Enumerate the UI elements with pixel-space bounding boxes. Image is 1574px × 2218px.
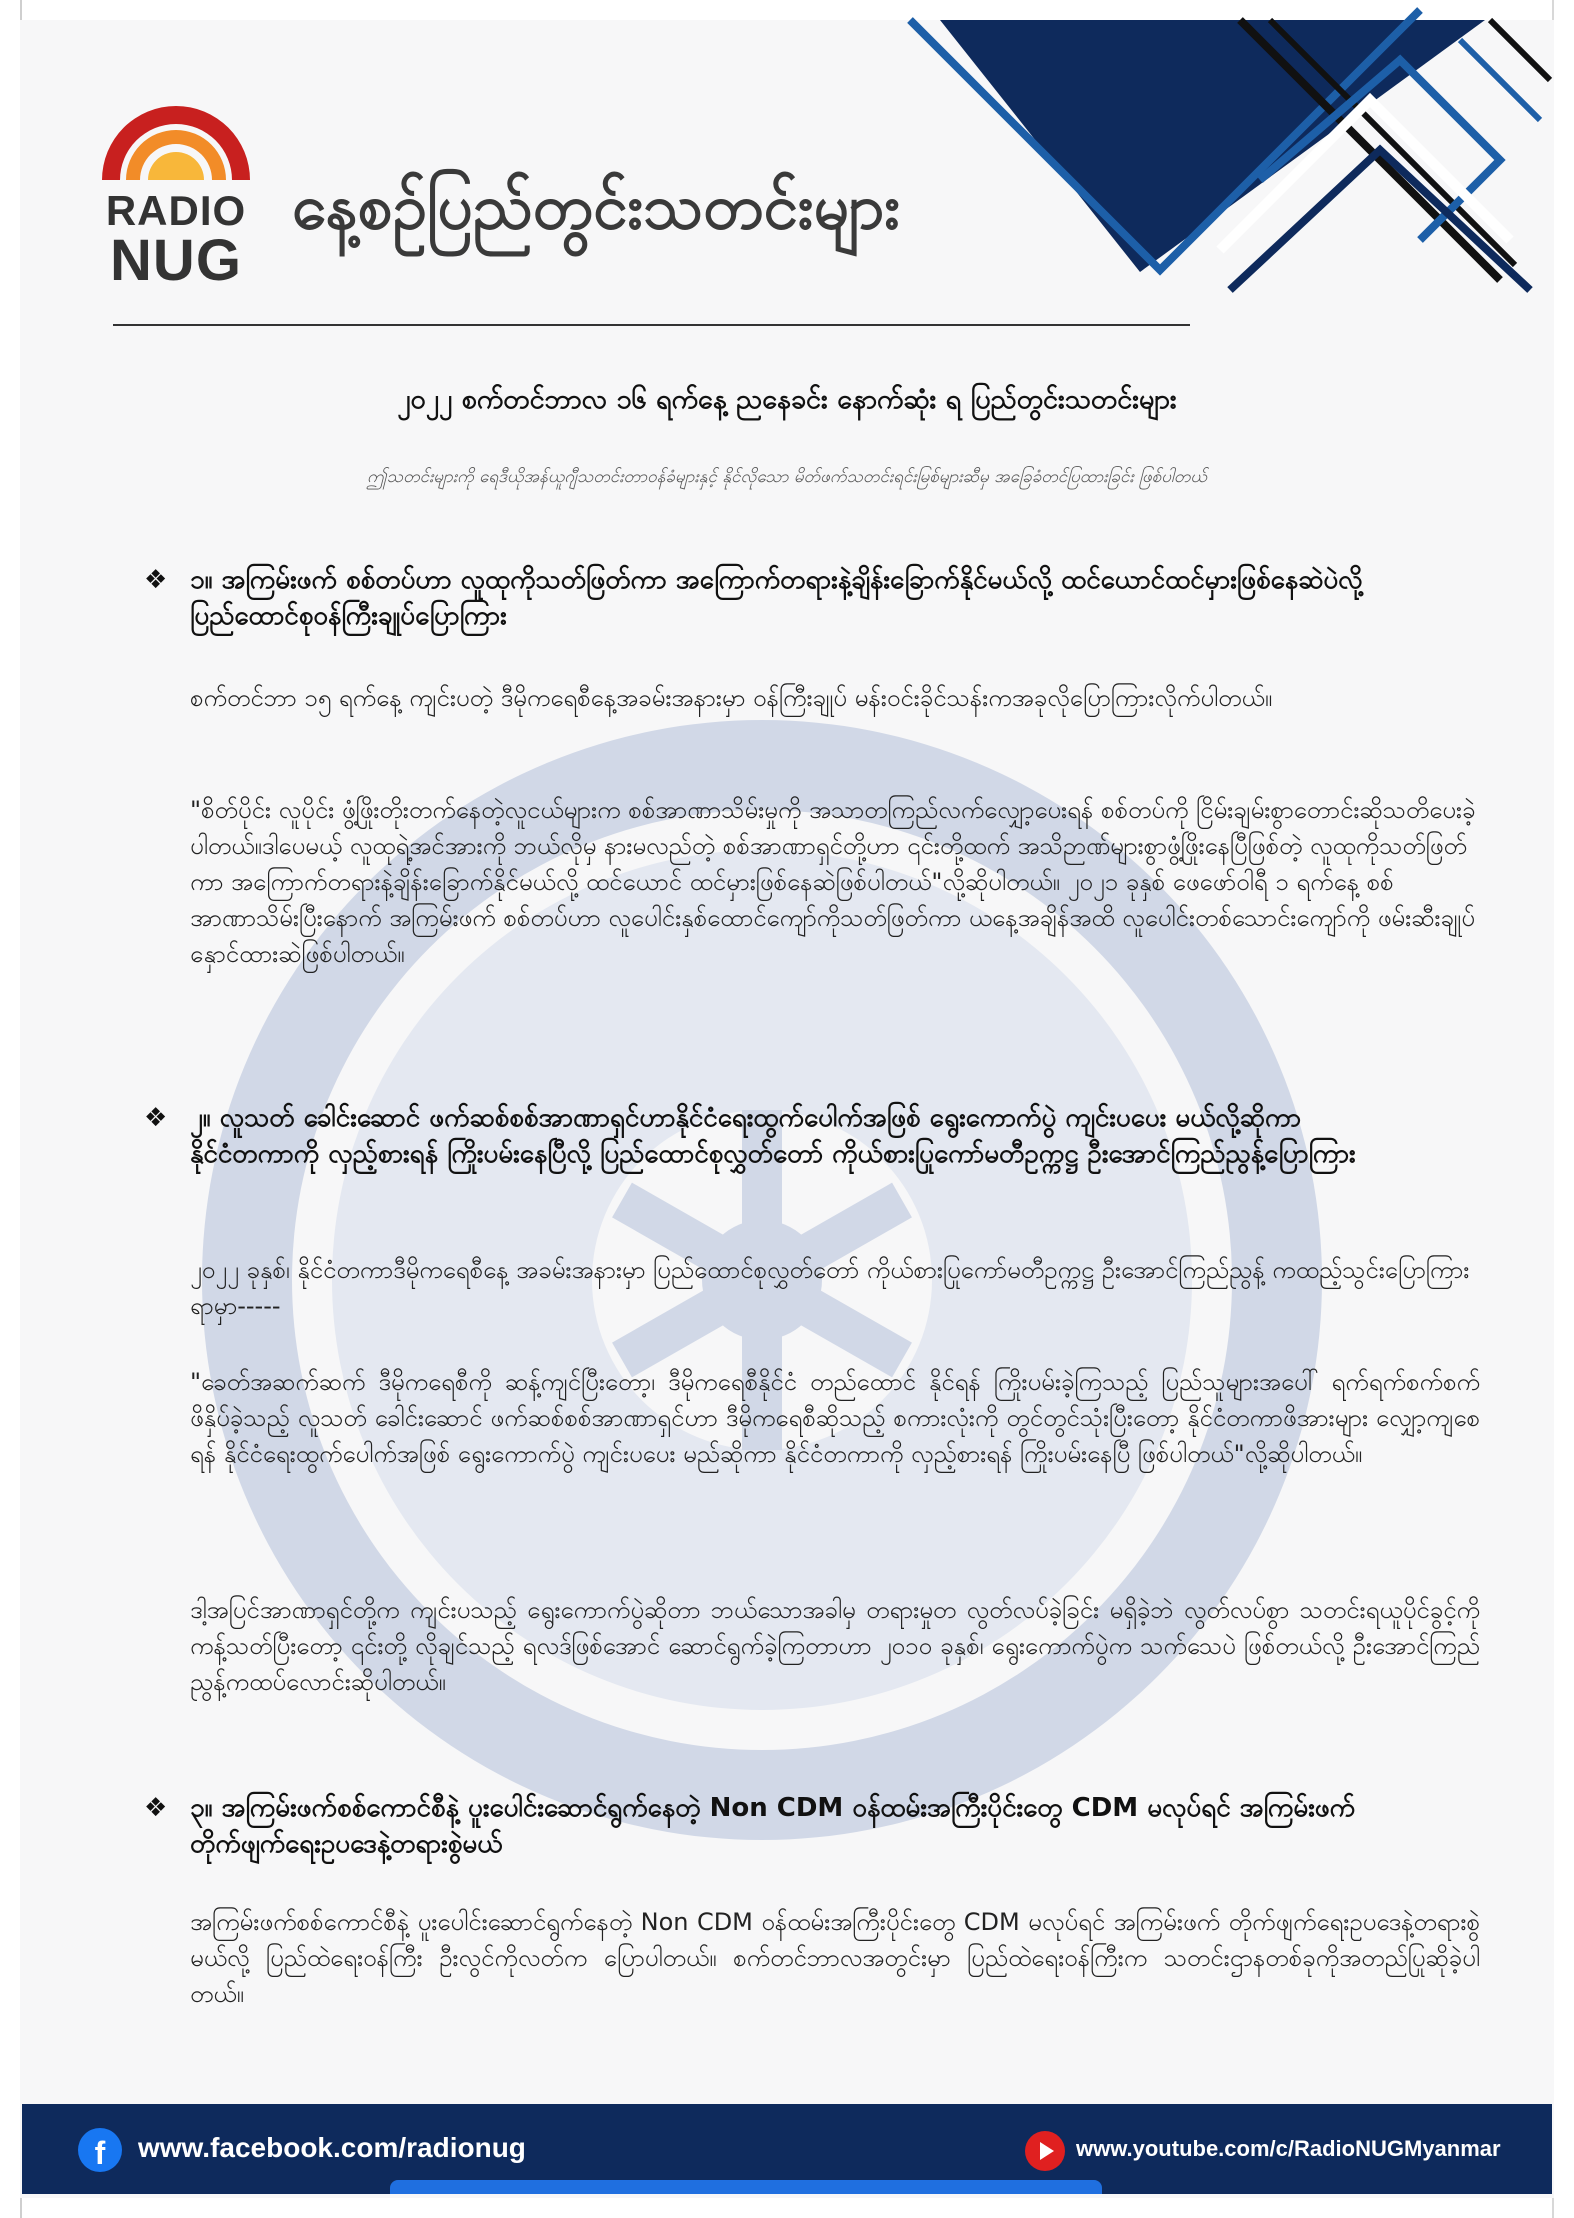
news-item-2-title: ၂။ လူသတ် ခေါင်းဆောင် ဖက်ဆစ်စစ်အာဏာရှင်ဟာနိုင်ငံရေးထွက်ပေါက်အဖြစ် ရွေးကောက်ပွဲ ကျင်းပပေး မယ်လို့ဆိုကာ နိုင်ငံတကာကို လှည့်စားရန် ကြိုးပမ်းနေပြီလို့ ပြည်ထောင်စုလွှတ်တော် ကိုယ်စားပြုကော်မတီဥက္ကဋ္ဌ ဦးအောင်ကြည်ညွန့်ပြောကြား — [190, 1103, 1356, 1169]
logo-line2: NUG — [110, 228, 242, 293]
youtube-icon[interactable] — [1025, 2131, 1065, 2171]
news-item-1-title: ၁။ အကြမ်းဖက် စစ်တပ်ဟာ လူထုကိုသတ်ဖြတ်ကာ အကြောက်တရားနဲ့ချိန်းခြောက်နိုင်မယ်လို့ ထင်ယောင်ထင်မှားဖြစ်နေဆဲပဲလို့ ပြည်ထောင်စုဝန်ကြီးချုပ်ပြောကြား — [190, 565, 1363, 631]
news-item-2-paragraph-3: ဒါ့အပြင်အာဏာရှင်တို့က ကျင်းပသည့် ရွေးကောက်ပွဲဆိုတာ ဘယ်သောအခါမှ တရားမှုတ လွတ်လပ်ခဲ့ခြင်း မရှိခဲ့ဘဲ လွတ်လပ်စွာ သတင်းရယူပိုင်ခွင့်ကို ကန့်သတ်ပြီးတော့ ၎င်းတို့ လိုချင်သည့် ရလဒ်ဖြစ်အောင် ဆောင်ရွက်ခဲ့ကြတာဟာ ၂၀၁၀ ခုနှစ်၊ ရွေးကောက်ပွဲက သက်သေပဲ ဖြစ်တယ်လို့ ဦးအောင်ကြည်ညွန့်ကထပ်လောင်းဆိုပါတယ်။ — [190, 1596, 1480, 1696]
bullet-icon: ❖ — [144, 1793, 168, 1823]
youtube-link[interactable]: www.youtube.com/c/RadioNUGMyanmar — [1076, 2136, 1501, 2161]
bullet-icon: ❖ — [144, 1103, 168, 1133]
header-divider — [113, 324, 1190, 326]
footer-accent — [390, 2180, 1102, 2194]
news-item-3-title: ၃။ အကြမ်းဖက်စစ်ကောင်စီနဲ့ ပူးပေါင်းဆောင်ရွက်နေတဲ့ Non CDM ဝန်ထမ်းအကြီးပိုင်းတွေ CDM မလုပ်ရင် အကြမ်းဖက် တိုက်ဖျက်ရေးဥပဒေနဲ့တရားစွဲမယ် — [190, 1793, 1356, 1859]
facebook-link[interactable]: www.facebook.com/radionug — [138, 2132, 526, 2163]
news-item-2-paragraph-1: ၂၀၂၂ ခုနှစ်၊ နိုင်ငံတကာဒီမိုကရေစီနေ့ အခမ်းအနားမှာ ပြည်ထောင်စုလွှတ်တော် ကိုယ်စားပြုကော်မတီဥက္ကဋ္ဌ ဦးအောင်ကြည်ညွန့် ကထည့်သွင်းပြောကြားရာမှာ----- — [190, 1256, 1470, 1320]
news-item-1-paragraph-2: "စိတ်ပိုင်း လူပိုင်း ဖွံ့ဖြိုးတိုးတက်နေတဲ့လူငယ်များက စစ်အာဏာသိမ်းမှုကို အသာတကြည်လက်လျှော့ပေးရန် စစ်တပ်ကို ငြိမ်းချမ်းစွာတောင်းဆိုသတိပေးခဲ့ပါတယ်။ဒါပေမယ့် လူထုရဲ့အင်အားကို ဘယ်လိုမှ နားမလည်တဲ့ စစ်အာဏာရှင်တို့ဟာ ၎င်းတို့ထက် အသိဉာဏ်များစွာဖွံ့ဖြိုးနေပြီဖြစ်တဲ့ လူထုကိုသတ်ဖြတ်ကာ အကြောက်တရားနဲ့ချိန်းခြောက်နိုင်မယ်လို့ ထင်ယောင် ထင်မှားဖြစ်နေဆဲဖြစ်ပါတယ်"လို့ဆိုပါတယ်။ ၂၀၂၁ ခုနှစ် ဖေဖော်ဝါရီ ၁ ရက်နေ့ စစ်အာဏာသိမ်းပြီးနောက် အကြမ်းဖက် စစ်တပ်ဟာ လူပေါင်းနှစ်ထောင်ကျော်ကိုသတ်ဖြတ်ကာ ယနေ့အချိန်အထိ လူပေါင်းတစ်သောင်းကျော်ကို ဖမ်းဆီးချုပ်နှောင်ထားဆဲဖြစ်ပါတယ်။ — [190, 796, 1476, 968]
logo-line1: RADIO — [105, 187, 247, 234]
logo-wordmark — [96, 187, 256, 293]
date-heading: ၂၀၂၂ စက်တင်ဘာလ ၁၆ ရက်နေ့ ညနေခင်း နောက်ဆုံး ရ ပြည်တွင်းသတင်းများ — [397, 384, 1177, 415]
disclaimer-text: ဤသတင်းများကို ရေဒီယိုအန်ယူဂျီသတင်းတာဝန်ခံများနှင့် နိုင်လိုသော မိတ်ဖက်သတင်းရင်းမြစ်များဆီမှ အခြေခံတင်ပြထားခြင်း ဖြစ်ပါတယ် — [367, 467, 1207, 487]
header-decoration — [900, 0, 1554, 330]
news-item-1-paragraph-1: စက်တင်ဘာ ၁၅ ရက်နေ့ ကျင်းပတဲ့ ဒီမိုကရေစီနေ့အခမ်းအနားမှာ ဝန်ကြီးချုပ် မန်းဝင်းခိုင်သန်းကအခုလိုပြောကြားလိုက်ပါတယ်။ — [190, 684, 1273, 712]
news-item-3-paragraph-1: အကြမ်းဖက်စစ်ကောင်စီနဲ့ ပူးပေါင်းဆောင်ရွက်နေတဲ့ Non CDM ဝန်ထမ်းအကြီးပိုင်းတွေ CDM မလုပ်ရင် အကြမ်းဖက် တိုက်ဖျက်ရေးဥပဒေနဲ့တရားစွဲမယ်လို့ ပြည်ထဲရေးဝန်ကြီး ဦးလွင်ကိုလတ်က ပြောပါတယ်။ စက်တင်ဘာလအတွင်းမှာ ပြည်ထဲရေးဝန်ကြီးက သတင်းဌာနတစ်ခုကိုအတည်ပြုဆိုခဲ့ပါတယ်။ — [190, 1908, 1480, 2008]
page-title: နေ့စဉ်ပြည်တွင်းသတင်းများ — [292, 170, 901, 243]
deco-line-black-3 — [1490, 20, 1550, 80]
deco-line-blue-3 — [1460, 40, 1540, 120]
news-item-2-paragraph-2: "ခေတ်အဆက်ဆက် ဒီမိုကရေစီကို ဆန့်ကျင်ပြီးတော့၊ ဒီမိုကရေစီနိုင်ငံ တည်ထောင် နိုင်ရန် ကြိုးပမ်းခဲ့ကြသည့် ပြည်သူများအပေါ် ရက်ရက်စက်စက် ဖိနှိပ်ခဲ့သည့် လူသတ် ခေါင်းဆောင် ဖက်ဆစ်စစ်အာဏာရှင်ဟာ ဒီမိုကရေစီဆိုသည့် စကားလုံးကို တွင်တွင်သုံးပြီးတော့ နိုင်ငံတကာဖိအားများ လျှော့ကျစေရန် နိုင်ငံရေးထွက်ပေါက်အဖြစ် ရွေးကောက်ပွဲ ကျင်းပပေး မည်ဆိုကာ နိုင်ငံတကာကို လှည့်စားရန် ကြိုးပမ်းနေပြီ ဖြစ်ပါတယ်"လို့ဆိုပါတယ်။ — [190, 1368, 1480, 1468]
facebook-icon[interactable]: f — [78, 2128, 122, 2172]
bullet-icon: ❖ — [144, 565, 168, 595]
